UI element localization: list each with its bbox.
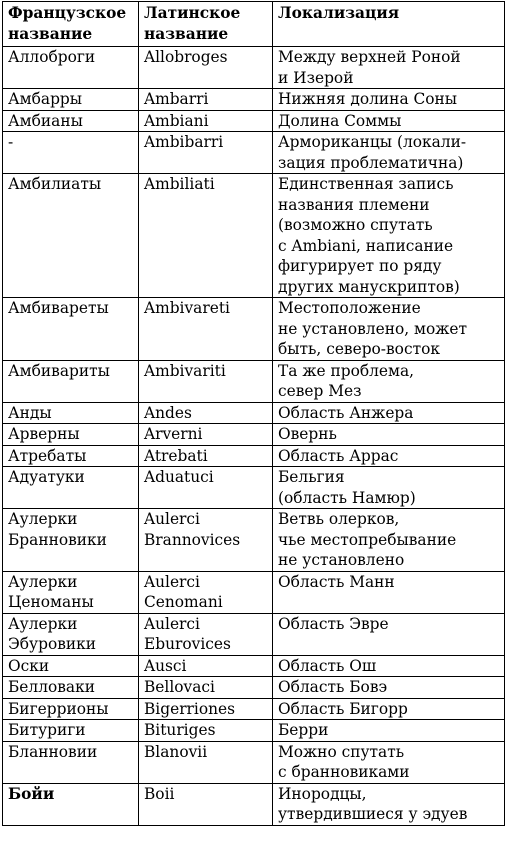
table-row bbox=[3, 613, 505, 655]
french-name-text: Бланновии bbox=[8, 742, 98, 761]
localization-text: Долина Соммы bbox=[278, 111, 402, 130]
table-row bbox=[3, 509, 505, 572]
french-name-text: Амбивареты bbox=[8, 299, 109, 317]
localization-text: Область Бовэ bbox=[278, 678, 388, 696]
latin-name-text: Bellovaci bbox=[144, 678, 215, 696]
localization-text: Единственная запись названия племени (возможно спутать с Ambiani, написание фигурирует по ряду других манускриптов) bbox=[278, 175, 460, 296]
latin-name-text: Aulerci Eburovices bbox=[144, 614, 231, 653]
localization-text: Область Эвре bbox=[278, 614, 389, 633]
latin-name-text: Arverni bbox=[144, 425, 203, 443]
french-name-text: Анды bbox=[8, 403, 52, 422]
french-name-text: Оски bbox=[8, 656, 50, 675]
french-name-cell bbox=[3, 741, 139, 783]
header-localization: Локализация bbox=[273, 2, 505, 47]
localization-cell bbox=[273, 677, 505, 699]
latin-name-text: Boii bbox=[144, 784, 175, 803]
latin-name-cell bbox=[139, 720, 273, 742]
localization-cell bbox=[273, 402, 505, 424]
latin-name-cell bbox=[139, 402, 273, 424]
table-row bbox=[3, 132, 505, 174]
tribes-table bbox=[2, 1, 505, 826]
table-row bbox=[3, 89, 505, 111]
latin-name-text: Atrebati bbox=[144, 446, 208, 465]
localization-cell bbox=[273, 613, 505, 655]
french-name-text: Амбарры bbox=[8, 90, 83, 108]
latin-name-text: Bigerriones bbox=[144, 699, 236, 718]
french-name-text: Арверны bbox=[8, 425, 80, 443]
localization-text: Область Анжера bbox=[278, 403, 414, 422]
table-row bbox=[3, 720, 505, 742]
localization-text: Берри bbox=[278, 721, 329, 739]
latin-name-cell bbox=[139, 110, 273, 132]
header-french-name: Французское название bbox=[3, 2, 139, 47]
localization-text: Бельгия (область Намюр) bbox=[278, 468, 416, 507]
latin-name-text: Aulerci Cenomani bbox=[144, 572, 223, 611]
french-name-cell bbox=[3, 47, 139, 89]
french-name-cell bbox=[3, 89, 139, 111]
table-row bbox=[3, 571, 505, 613]
localization-text: Нижняя долина Соны bbox=[278, 90, 458, 108]
localization-cell bbox=[273, 110, 505, 132]
latin-name-text: Ambibarri bbox=[144, 133, 224, 151]
localization-text: Между верхней Роной и Изерой bbox=[278, 48, 461, 87]
latin-name-text: Ambiani bbox=[144, 111, 209, 130]
french-name-text: Аулерки Эбуровики bbox=[8, 614, 97, 653]
table-row bbox=[3, 47, 505, 89]
localization-cell bbox=[273, 509, 505, 572]
table-row bbox=[3, 424, 505, 446]
french-name-text: Адуатуки bbox=[8, 468, 85, 486]
french-name-text: Аулерки Бранновики bbox=[8, 510, 107, 549]
latin-name-text: Ambivariti bbox=[144, 361, 226, 380]
french-name-cell bbox=[3, 720, 139, 742]
french-name-text: Аллоброги bbox=[8, 48, 96, 66]
localization-cell bbox=[273, 89, 505, 111]
latin-name-text: Aulerci Brannovices bbox=[144, 510, 241, 549]
french-name-text: Амбианы bbox=[8, 111, 83, 130]
french-name-cell bbox=[3, 509, 139, 572]
french-name-cell bbox=[3, 110, 139, 132]
table-row bbox=[3, 445, 505, 467]
localization-cell bbox=[273, 571, 505, 613]
localization-cell bbox=[273, 783, 505, 825]
localization-cell bbox=[273, 467, 505, 509]
table-row bbox=[3, 402, 505, 424]
localization-text: Область Манн bbox=[278, 572, 395, 591]
latin-name-cell bbox=[139, 47, 273, 89]
latin-name-text: Bituriges bbox=[144, 721, 216, 739]
french-name-text: - bbox=[8, 133, 14, 151]
french-name-cell bbox=[3, 132, 139, 174]
localization-cell bbox=[273, 741, 505, 783]
latin-name-text: Allobroges bbox=[144, 48, 228, 66]
latin-name-cell bbox=[139, 360, 273, 402]
french-name-text: Амбивариты bbox=[8, 361, 110, 380]
french-name-cell bbox=[3, 174, 139, 298]
latin-name-cell bbox=[139, 89, 273, 111]
localization-text: Инородцы, утвердившиеся у эдуев bbox=[278, 784, 468, 823]
table-row bbox=[3, 741, 505, 783]
localization-cell bbox=[273, 47, 505, 89]
french-name-cell bbox=[3, 402, 139, 424]
latin-name-cell bbox=[139, 741, 273, 783]
french-name-text: Бигеррионы bbox=[8, 699, 109, 718]
localization-text: Можно спутать с бранновиками bbox=[278, 742, 410, 781]
localization-cell bbox=[273, 298, 505, 361]
latin-name-cell bbox=[139, 174, 273, 298]
french-name-cell bbox=[3, 445, 139, 467]
french-name-text: Аулерки Ценоманы bbox=[8, 572, 94, 611]
table-row bbox=[3, 677, 505, 699]
french-name-cell bbox=[3, 698, 139, 720]
table-header bbox=[3, 2, 505, 47]
french-name-cell bbox=[3, 783, 139, 825]
localization-cell bbox=[273, 174, 505, 298]
table-row bbox=[3, 467, 505, 509]
localization-cell bbox=[273, 655, 505, 677]
latin-name-cell bbox=[139, 509, 273, 572]
latin-name-text: Ausci bbox=[144, 656, 187, 675]
localization-cell bbox=[273, 445, 505, 467]
latin-name-cell bbox=[139, 613, 273, 655]
french-name-text: Битуриги bbox=[8, 721, 86, 739]
latin-name-cell bbox=[139, 445, 273, 467]
localization-text: Овернь bbox=[278, 425, 337, 443]
table-row bbox=[3, 655, 505, 677]
localization-cell bbox=[273, 424, 505, 446]
table-row bbox=[3, 174, 505, 298]
french-name-text: Амбилиаты bbox=[8, 175, 102, 193]
french-name-cell bbox=[3, 467, 139, 509]
localization-cell bbox=[273, 698, 505, 720]
localization-text: Армориканцы (локали- зация проблематична) bbox=[278, 133, 467, 172]
localization-text: Ветвь олерков, чье местопребывание не установлено bbox=[278, 510, 457, 569]
table-row bbox=[3, 298, 505, 361]
french-name-text: Бойи bbox=[8, 784, 55, 803]
french-name-cell bbox=[3, 571, 139, 613]
latin-name-text: Ambarri bbox=[144, 90, 209, 108]
header-latin-name: Латинское название bbox=[139, 2, 273, 47]
french-name-text: Белловаки bbox=[8, 678, 95, 696]
table-row bbox=[3, 360, 505, 402]
french-name-cell bbox=[3, 424, 139, 446]
latin-name-cell bbox=[139, 783, 273, 825]
latin-name-text: Aduatuci bbox=[144, 468, 214, 486]
latin-name-cell bbox=[139, 467, 273, 509]
french-name-cell bbox=[3, 298, 139, 361]
latin-name-cell bbox=[139, 424, 273, 446]
latin-name-cell bbox=[139, 655, 273, 677]
header-row bbox=[3, 2, 505, 47]
localization-text: Область Бигорр bbox=[278, 699, 408, 718]
french-name-cell bbox=[3, 613, 139, 655]
french-name-cell bbox=[3, 677, 139, 699]
latin-name-cell bbox=[139, 132, 273, 174]
latin-name-text: Andes bbox=[144, 403, 192, 422]
french-name-cell bbox=[3, 655, 139, 677]
table-row bbox=[3, 783, 505, 825]
latin-name-text: Ambivareti bbox=[144, 299, 230, 317]
latin-name-cell bbox=[139, 571, 273, 613]
table-body bbox=[3, 47, 505, 826]
table-row bbox=[3, 110, 505, 132]
latin-name-cell bbox=[139, 677, 273, 699]
latin-name-cell bbox=[139, 698, 273, 720]
localization-cell bbox=[273, 720, 505, 742]
latin-name-text: Blanovii bbox=[144, 742, 208, 761]
french-name-text: Атребаты bbox=[8, 446, 87, 465]
localization-text: Область Ош bbox=[278, 656, 377, 675]
french-name-cell bbox=[3, 360, 139, 402]
localization-text: Та же проблема, север Мез bbox=[278, 361, 415, 400]
localization-text: Область Аррас bbox=[278, 446, 399, 465]
localization-cell bbox=[273, 132, 505, 174]
latin-name-cell bbox=[139, 298, 273, 361]
localization-text: Местоположение не установлено, может быть, северо-восток bbox=[278, 299, 468, 358]
latin-name-text: Ambiliati bbox=[144, 175, 215, 193]
table-row bbox=[3, 698, 505, 720]
localization-cell bbox=[273, 360, 505, 402]
